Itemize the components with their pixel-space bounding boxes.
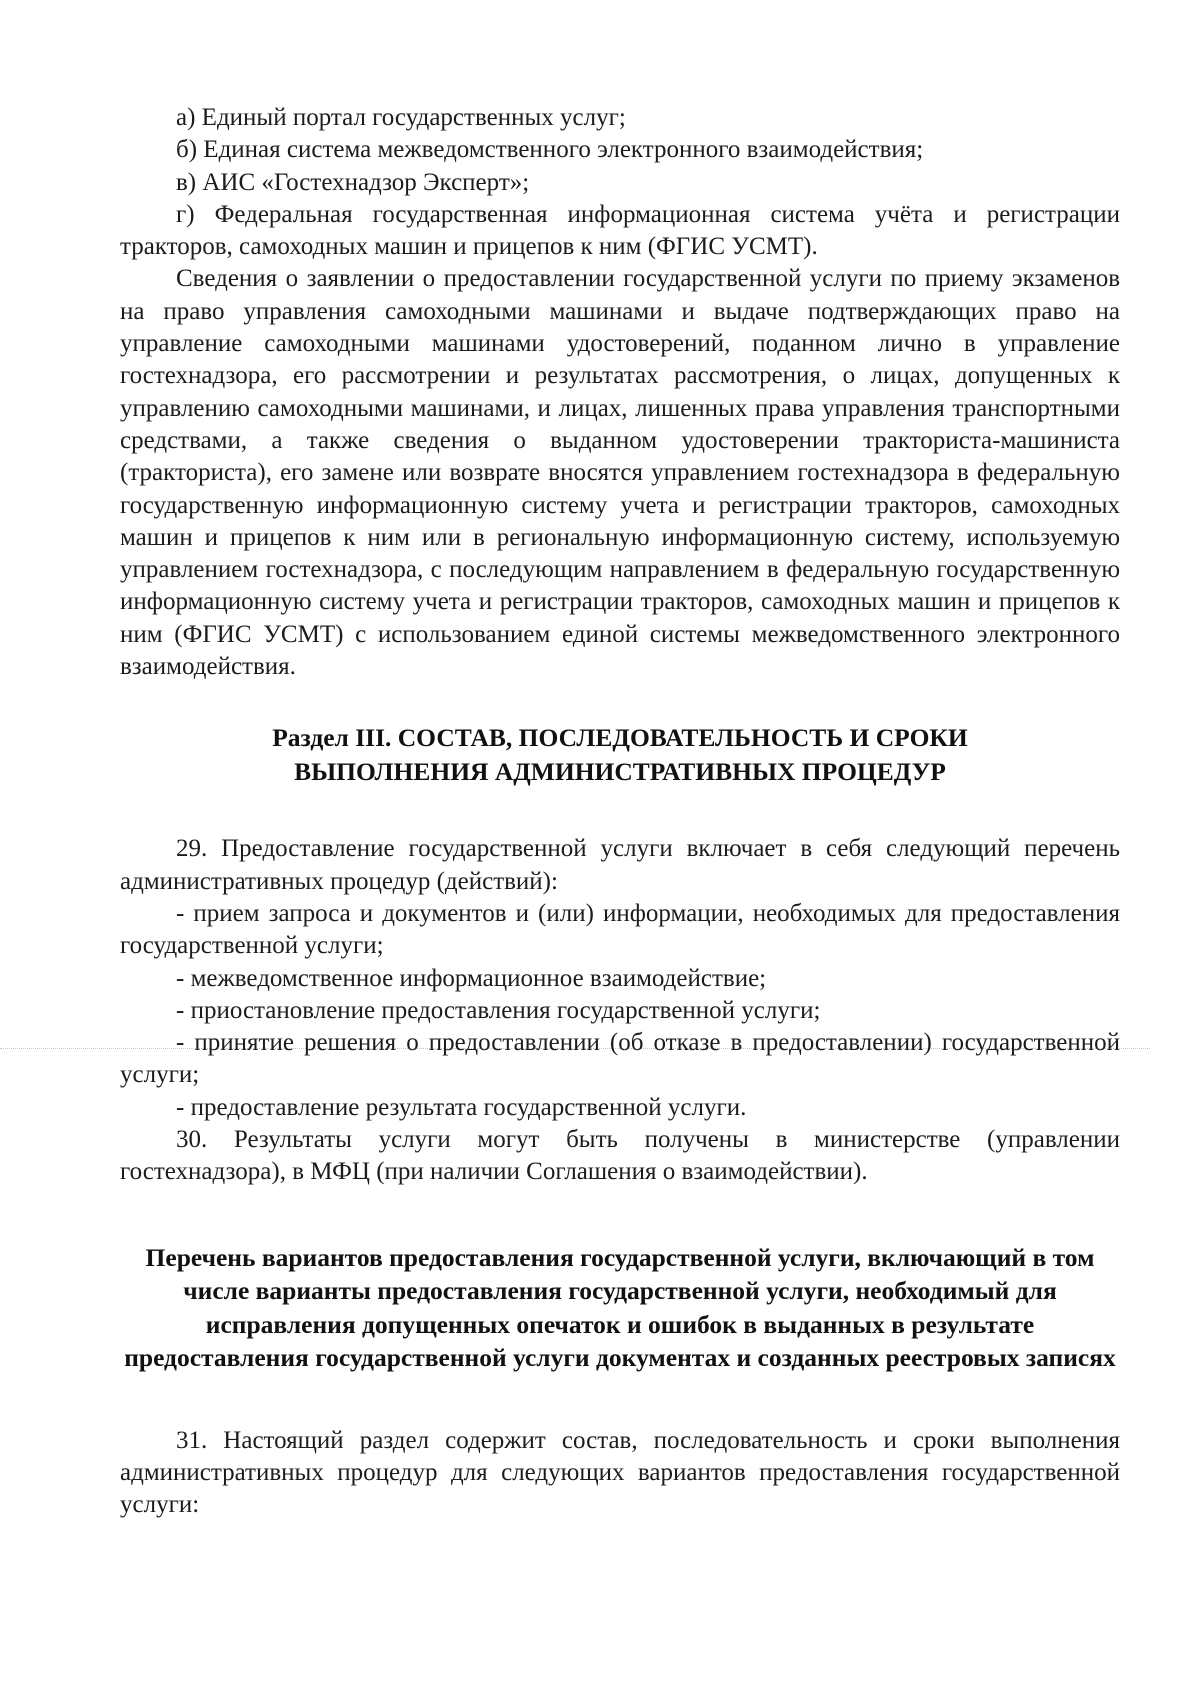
procedure-item-2: - межведомственное информационное взаимодействие; xyxy=(176,964,767,992)
procedure-item-1: - прием запроса и документов и (или) информации, необходимых для предоставления государственной услуги; xyxy=(120,899,1120,960)
info-paragraph: Сведения о заявлении о предоставлении государственной услуги по приему экзаменов на право управления самоходными машинами и выдаче подтверждающих право на управление самоходными машинами удостоверений, поданном лично в управление гостехнадзора, его рассмотрении и результатах рассмотрения, о лицах, допущенных к управлению самоходными машинами, и лицах, лишенных права управления транспортными средствами, а также сведения о выданном удостоверении тракториста-машиниста (тракториста), его замене или возврате вносятся управлением гостехнадзора в федеральную государственную информационную систему учета и регистрации тракторов, самоходных машин и прицепов к ним или в региональную информационную систему, используемую управлением гостехнадзора, с последующим направлением в федеральную государственную информационную систему учета и регистрации тракторов, самоходных машин и прицепов к ним (ФГИС УСМТ) с использованием единой системы межведомственного электронного взаимодействия. xyxy=(120,265,1120,681)
list-item-a: а) Единый портал государственных услуг; xyxy=(176,104,626,131)
procedure-item-4: - принятие решения о предоставлении (об отказе в предоставлении) государственной услуги; xyxy=(120,1029,1120,1089)
item-29: 29. Предоставление государственной услуги включает в себя следующий перечень административных процедур (действий): xyxy=(120,835,1120,895)
list-item-g: г) Федеральная государственная информационная система учёта и регистрации тракторов, самоходных машин и прицепов к ним (ФГИС УСМТ). xyxy=(120,200,1120,261)
procedure-item-5: - предоставление результата государственной услуги. xyxy=(176,1093,747,1121)
section-3-heading: Раздел III. СОСТАВ, ПОСЛЕДОВАТЕЛЬНОСТЬ И СРОКИ ВЫПОЛНЕНИЯ АДМИНИСТРАТИВНЫХ ПРОЦЕДУР xyxy=(272,723,968,787)
item-31: 31. Настоящий раздел содержит состав, последовательность и сроки выполнения административных процедур для следующих вариантов предоставления государственной услуги: xyxy=(120,1426,1120,1519)
list-item-v: в) АИС «Гостехнадзор Эксперт»; xyxy=(176,168,530,196)
procedure-item-3: - приостановление предоставления государственной услуги; xyxy=(176,996,821,1024)
variants-heading: Перечень вариантов предоставления государственной услуги, включающий в том числе варианты предоставления государственной услуги, необходимый для исправления допущенных опечаток и ошибок в выданных в результате предоставления государственной услуги документах и созданных реестровых записях xyxy=(124,1242,1116,1373)
list-item-b: б) Единая система межведомственного электронного взаимодействия; xyxy=(176,136,924,164)
document-body xyxy=(120,102,1120,1522)
item-30: 30. Результаты услуги могут быть получены в министерстве (управлении гостехнадзора), в МФЦ (при наличии Соглашения о взаимодействии). xyxy=(120,1126,1120,1186)
